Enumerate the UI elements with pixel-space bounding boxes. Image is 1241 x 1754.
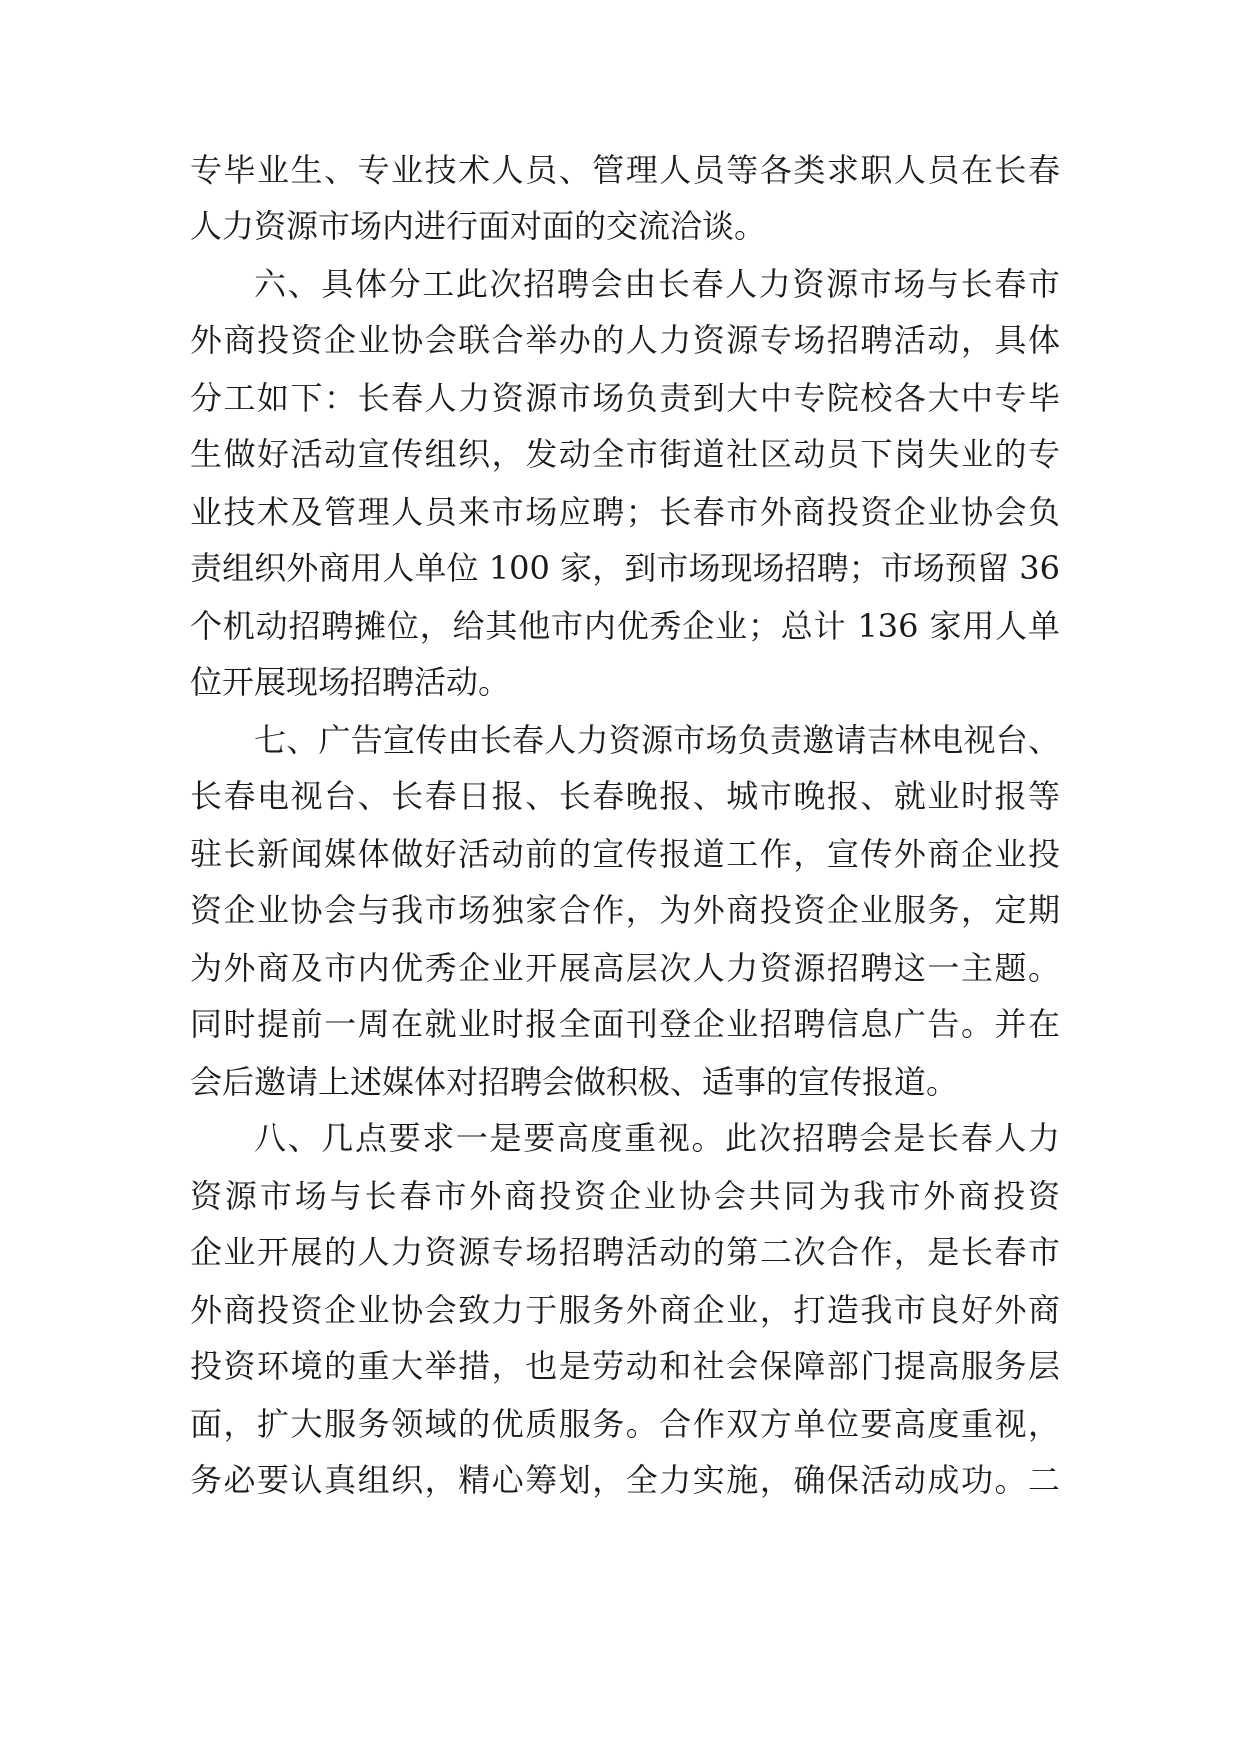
text-line: 位开展现场招聘活动。 [190, 663, 511, 701]
section-seven-heading-line: 七、广告宣传由长春人力资源市场负责邀请吉林电视台、 [254, 721, 1060, 759]
text-line: 同时提前一周在就业时报全面刊登企业招聘信息广告。并在 [190, 1005, 1060, 1043]
text-line: 会后邀请上述媒体对招聘会做积极、适事的宣传报道。 [190, 1063, 959, 1101]
text-line: 外商投资企业协会联合举办的人力资源专场招聘活动，具体 [190, 321, 1060, 359]
text-line: 资源市场与长春市外商投资企业协会共同为我市外商投资 [190, 1177, 1060, 1215]
text-line: 分工如下：长春人力资源市场负责到大中专院校各大中专毕 [190, 379, 1060, 417]
text-line: 生做好活动宣传组织，发动全市街道社区动员下岗失业的专 [190, 435, 1060, 473]
section-eight-heading-line: 八、几点要求一是要高度重视。此次招聘会是长春人力 [254, 1119, 1060, 1157]
text-line: 长春电视台、长春日报、长春晚报、城市晚报、就业时报等 [190, 777, 1060, 815]
text-line: 专毕业生、专业技术人员、管理人员等各类求职人员在长春 [190, 151, 1060, 189]
text-line: 面，扩大服务领域的优质服务。合作双方单位要高度重视， [190, 1405, 1060, 1443]
text-line: 资企业协会与我市场独家合作，为外商投资企业服务，定期 [190, 891, 1060, 929]
text-line: 投资环境的重大举措，也是劳动和社会保障部门提高服务层 [190, 1347, 1060, 1385]
text-line: 企业开展的人力资源专场招聘活动的第二次合作，是长春市 [190, 1233, 1060, 1271]
text-line: 人力资源市场内进行面对面的交流洽谈。 [190, 207, 767, 245]
text-line: 务必要认真组织，精心筹划，全力实施，确保活动成功。二 [190, 1461, 1060, 1499]
section-six-heading-line: 六、具体分工此次招聘会由长春人力资源市场与长春市 [254, 265, 1060, 303]
text-line: 为外商及市内优秀企业开展高层次人力资源招聘这一主题。 [190, 949, 1060, 987]
text-line: 责组织外商用人单位 100 家，到市场现场招聘；市场预留 36 [190, 549, 1060, 587]
text-line: 个机动招聘摊位，给其他市内优秀企业；总计 136 家用人单 [190, 607, 1060, 645]
text-line: 驻长新闻媒体做好活动前的宣传报道工作，宣传外商企业投 [190, 835, 1060, 873]
text-line: 外商投资企业协会致力于服务外商企业，打造我市良好外商 [190, 1291, 1060, 1329]
text-line: 业技术及管理人员来市场应聘；长春市外商投资企业协会负 [190, 493, 1060, 531]
